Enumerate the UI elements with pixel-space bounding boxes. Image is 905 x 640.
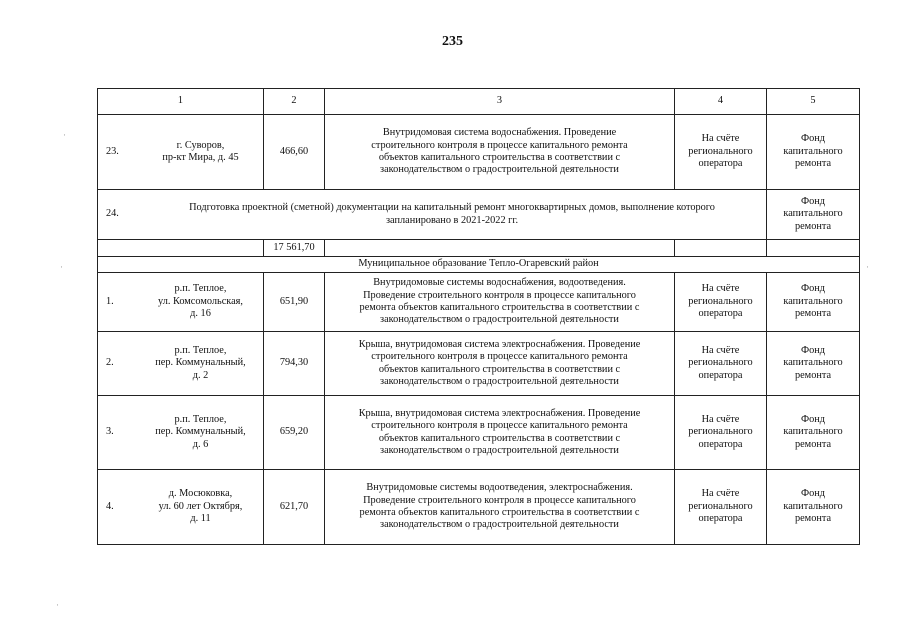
header-cell: 4 <box>675 89 767 115</box>
row-number: 23. <box>106 145 119 157</box>
area-cell: 466,60 <box>264 115 325 190</box>
table-row <box>98 115 860 190</box>
row-number: 24. <box>106 208 119 220</box>
header-cell: 5 <box>767 89 860 115</box>
empty-cell <box>675 240 767 257</box>
scan-speck: · <box>866 262 869 272</box>
address-cell <box>98 332 264 396</box>
header-cell: 2 <box>264 89 325 115</box>
table-row <box>98 332 860 396</box>
scan-speck: · <box>56 600 59 610</box>
source-cell: Фонд капитального ремонта <box>767 470 860 545</box>
source-cell: Фонд капитального ремонта <box>767 190 860 240</box>
works-cell: Крыша, внутридомовая система электроснабжения. Проведение строительного контроля в процессе капитального ремонта объектов капитального строительства в соответствии с законодательством о градостроительной деятельности <box>325 332 675 396</box>
section-title: Муниципальное образование Тепло-Огаревский район <box>98 257 860 273</box>
account-cell: На счёте регионального оператора <box>675 115 767 190</box>
table-row <box>98 470 860 545</box>
repair-table <box>97 88 860 545</box>
source-cell: Фонд капитального ремонта <box>767 273 860 332</box>
works-cell: Внутридомовая система водоснабжения. Проведение строительного контроля в процессе капитального ремонта объектов капитального строительства в соответствии с законодательством о градостроительной деятельности <box>325 115 675 190</box>
source-cell: Фонд капитального ремонта <box>767 115 860 190</box>
empty-cell <box>767 240 860 257</box>
header-row <box>98 89 860 115</box>
address: р.п. Теплое, пер. Коммунальный, д. 6 <box>155 413 246 450</box>
section-row <box>98 257 860 273</box>
address: р.п. Теплое, ул. Комсомольская, д. 16 <box>158 283 243 320</box>
empty-cell <box>325 240 675 257</box>
address-cell <box>98 115 264 190</box>
works-cell: Внутридомовые системы водоснабжения, водоотведения. Проведение строительного контроля в процессе капитального ремонта объектов капитального строительства в соответствии с законодательством о градостроительной деятельности <box>325 273 675 332</box>
area-cell: 621,70 <box>264 470 325 545</box>
address: д. Мосюковка, ул. 60 лет Октября, д. 11 <box>158 488 243 525</box>
total-area: 17 561,70 <box>264 240 325 257</box>
header-cell: 1 <box>98 89 264 115</box>
table-row <box>98 396 860 470</box>
scan-speck: · <box>60 262 63 272</box>
table-row <box>98 190 860 240</box>
area-cell: 651,90 <box>264 273 325 332</box>
address: г. Суворов, пр-кт Мира, д. 45 <box>162 139 239 163</box>
address-cell <box>98 396 264 470</box>
source-cell: Фонд капитального ремонта <box>767 396 860 470</box>
account-cell: На счёте регионального оператора <box>675 273 767 332</box>
row-number: 4. <box>106 500 114 512</box>
scan-speck: · <box>63 130 66 140</box>
design-docs-text: Подготовка проектной (сметной) документации на капитальный ремонт многоквартирных домов, выполнение которого запланировано в 2021-2022 гг. <box>189 202 715 226</box>
row-number: 2. <box>106 357 114 369</box>
address-cell <box>98 470 264 545</box>
row-number: 3. <box>106 426 114 438</box>
total-row <box>98 240 860 257</box>
header-cell: 3 <box>325 89 675 115</box>
table-row <box>98 273 860 332</box>
area-cell: 794,30 <box>264 332 325 396</box>
address-cell <box>98 273 264 332</box>
address: р.п. Теплое, пер. Коммунальный, д. 2 <box>155 344 246 381</box>
account-cell: На счёте регионального оператора <box>675 470 767 545</box>
account-cell: На счёте регионального оператора <box>675 332 767 396</box>
empty-cell <box>98 240 264 257</box>
page-number: 235 <box>442 34 463 49</box>
works-cell: Внутридомовые системы водоотведения, электроснабжения. Проведение строительного контроля в процессе капитального ремонта объектов капитального строительства в соответствии с законодательством о градостроительной деятельности <box>325 470 675 545</box>
merged-cell <box>98 190 767 240</box>
source-cell: Фонд капитального ремонта <box>767 332 860 396</box>
account-cell: На счёте регионального оператора <box>675 396 767 470</box>
works-cell: Крыша, внутридомовая система электроснабжения. Проведение строительного контроля в процессе капитального ремонта объектов капитального строительства в соответствии с законодательством о градостроительной деятельности <box>325 396 675 470</box>
row-number: 1. <box>106 295 114 307</box>
area-cell: 659,20 <box>264 396 325 470</box>
